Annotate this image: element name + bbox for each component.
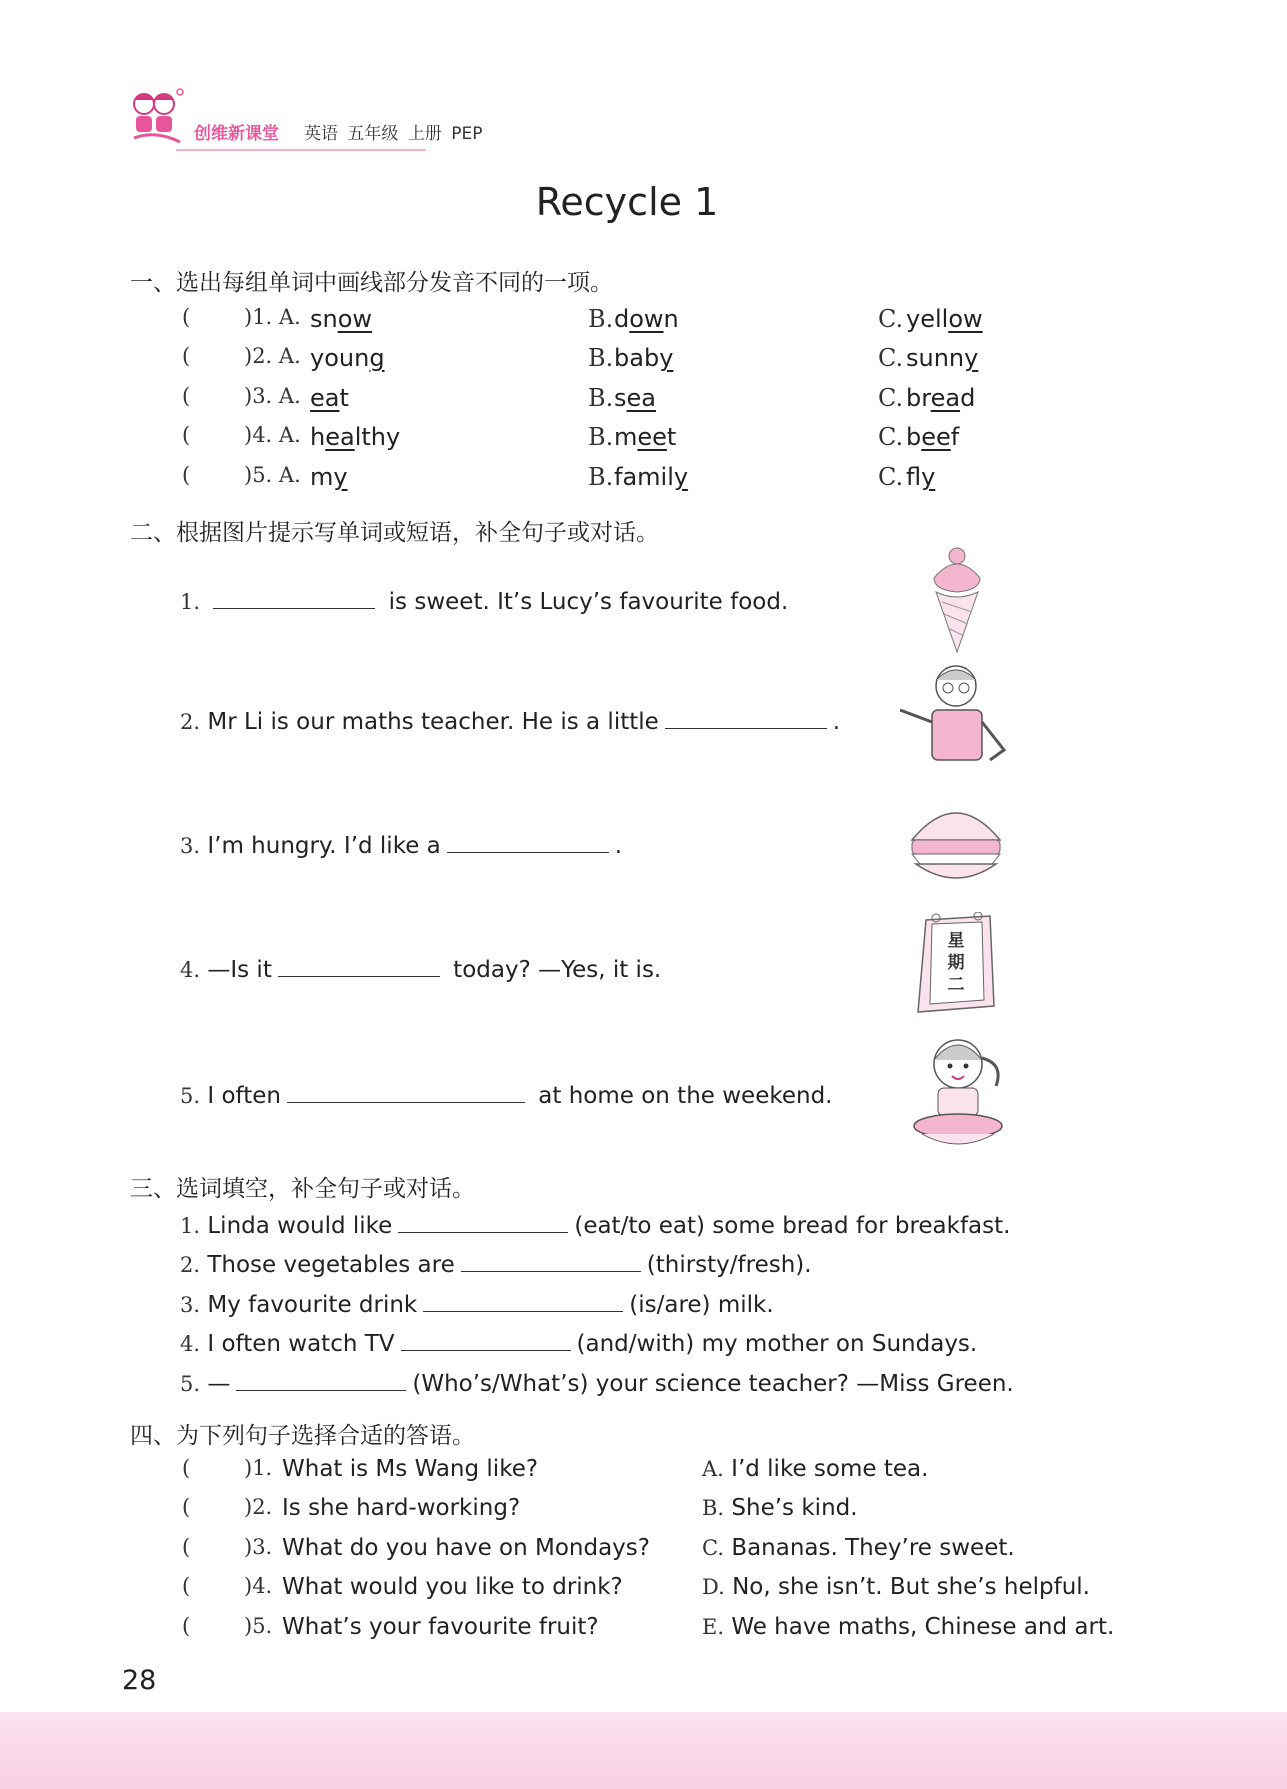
section4-heading: 四、为下列句子选择合适的答语。 (130, 1423, 475, 1449)
option-c-label: C. (878, 423, 904, 451)
answer-paren[interactable]: ( (182, 1574, 191, 1598)
item-number: 3. (180, 1293, 201, 1317)
option-c: bread (906, 384, 976, 412)
question-text: What is Ms Wang like? (282, 1456, 539, 1482)
option-c-label: C. (878, 344, 904, 372)
option-c-label: C. (878, 384, 904, 412)
kids-logo-icon (126, 86, 186, 154)
answer-blank[interactable] (665, 706, 827, 729)
option-b: baby (614, 344, 674, 372)
answer-paren[interactable]: ( (182, 423, 191, 447)
option-b: down (614, 305, 679, 333)
option-b: family (614, 463, 689, 491)
footer-band (0, 1712, 1287, 1789)
answer-blank[interactable] (447, 830, 609, 853)
page-title: Recycle 1 (535, 180, 719, 224)
option-b-label: B. (588, 463, 614, 491)
item-number: 1. (180, 590, 201, 614)
option-b-label: B. (588, 305, 614, 333)
answer-option: D. No, she isn’t. But she’s helpful. (702, 1574, 1090, 1600)
answer-paren[interactable]: ( (182, 1614, 191, 1638)
section2-item: 5. I often at home on the weekend. (180, 1080, 833, 1109)
item-number: 4. (180, 958, 201, 982)
section3-item: 2. Those vegetables are (thirsty/fresh). (180, 1249, 812, 1278)
hamburger-icon (908, 796, 1004, 888)
option-c: beef (906, 423, 960, 451)
item-number: 1. (180, 1214, 201, 1238)
item-number: )5. (244, 1614, 273, 1638)
option-a: young (310, 344, 385, 372)
answer-paren[interactable]: ( (182, 384, 191, 408)
option-c-label: C. (878, 463, 904, 491)
page-header (126, 86, 546, 156)
answer-paren[interactable]: ( (182, 1456, 191, 1480)
section3-heading: 三、选词填空，补全句子或对话。 (130, 1176, 475, 1202)
grade: 五年级 (347, 124, 399, 144)
option-c-label: C. (878, 305, 904, 333)
section2-item: 1. is sweet. It’s Lucy’s favourite food. (180, 586, 788, 615)
question-text: What’s your favourite fruit? (282, 1614, 599, 1640)
section3-item: 3. My favourite drink (is/are) milk. (180, 1289, 774, 1318)
section1-item (182, 423, 1182, 457)
section2-item: 2. Mr Li is our maths teacher. He is a little . (180, 706, 840, 735)
header-divider (176, 149, 426, 151)
section3-item: 4. I often watch TV (and/with) my mother on Sundays. (180, 1328, 977, 1357)
section1-heading: 一、选出每组单词中画线部分发音不同的一项。 (130, 270, 613, 296)
option-b-label: B. (588, 344, 614, 372)
option-a: my (310, 463, 348, 491)
option-b: sea (614, 384, 656, 412)
item-number: )2. (244, 1495, 273, 1519)
answer-paren[interactable]: ( (182, 1495, 191, 1519)
answer-blank[interactable] (461, 1249, 641, 1272)
calendar-text: 星期二 (947, 931, 965, 995)
item-number: 4. (180, 1332, 201, 1356)
option-a: healthy (310, 423, 401, 451)
answer-blank[interactable] (278, 954, 440, 977)
answer-blank[interactable] (398, 1210, 568, 1233)
option-a: snow (310, 305, 373, 333)
section1-item (182, 344, 1182, 378)
item-number: 3. (180, 834, 201, 858)
item-number: )1. (244, 1456, 273, 1480)
answer-paren[interactable]: ( (182, 463, 191, 487)
item-number: )4. A. (244, 423, 301, 447)
item-number: )3. (244, 1535, 273, 1559)
option-b-label: B. (588, 384, 614, 412)
edition: PEP (451, 124, 483, 144)
answer-option: E. We have maths, Chinese and art. (702, 1614, 1115, 1640)
section1-item (182, 463, 1182, 497)
item-number: 5. (180, 1372, 201, 1396)
item-number: )2. A. (244, 344, 301, 368)
ice-cream-icon (928, 542, 986, 654)
answer-option: C. Bananas. They’re sweet. (702, 1535, 1015, 1561)
item-number: 5. (180, 1084, 201, 1108)
section2-item: 4. —Is it today? —Yes, it is. (180, 954, 661, 983)
option-b-label: B. (588, 423, 614, 451)
section3-item: 5. — (Who’s/What’s) your science teacher? —Miss Green. (180, 1368, 1014, 1397)
item-number: )3. A. (244, 384, 301, 408)
brand-name: 创维新课堂 (194, 124, 279, 144)
item-number: )1. A. (244, 305, 301, 329)
item-number: )5. A. (244, 463, 301, 487)
section3-item: 1. Linda would like (eat/to eat) some bread for breakfast. (180, 1210, 1010, 1239)
girl-cooking-icon (908, 1030, 1012, 1154)
subject: 英语 (304, 124, 338, 144)
answer-option: A. I’d like some tea. (702, 1456, 929, 1482)
volume: 上册 (407, 124, 442, 144)
calendar (910, 912, 1000, 1016)
teacher-icon (900, 660, 1014, 772)
item-number: )4. (244, 1574, 273, 1598)
answer-paren[interactable]: ( (182, 305, 191, 329)
option-a: eat (310, 384, 349, 412)
answer-blank[interactable] (423, 1289, 623, 1312)
section1-item (182, 305, 1182, 339)
answer-paren[interactable]: ( (182, 1535, 191, 1559)
section2-heading: 二、根据图片提示写单词或短语，补全句子或对话。 (130, 520, 659, 546)
question-text: What would you like to drink? (282, 1574, 623, 1600)
answer-blank[interactable] (213, 586, 375, 609)
answer-blank[interactable] (287, 1080, 525, 1103)
section2-item: 3. I’m hungry. I’d like a . (180, 830, 622, 859)
answer-blank[interactable] (401, 1328, 571, 1351)
book-info (304, 119, 482, 144)
option-c: yellow (906, 305, 983, 333)
option-b: meet (614, 423, 677, 451)
question-text: Is she hard-working? (282, 1495, 521, 1521)
question-text: What do you have on Mondays? (282, 1535, 650, 1561)
answer-paren[interactable]: ( (182, 344, 191, 368)
option-c: fly (906, 463, 936, 491)
section1-item (182, 384, 1182, 418)
answer-blank[interactable] (236, 1368, 406, 1391)
item-number: 2. (180, 1253, 201, 1277)
page-number: 28 (122, 1665, 157, 1696)
answer-option: B. She’s kind. (702, 1495, 858, 1521)
item-number: 2. (180, 710, 201, 734)
option-c: sunny (906, 344, 979, 372)
